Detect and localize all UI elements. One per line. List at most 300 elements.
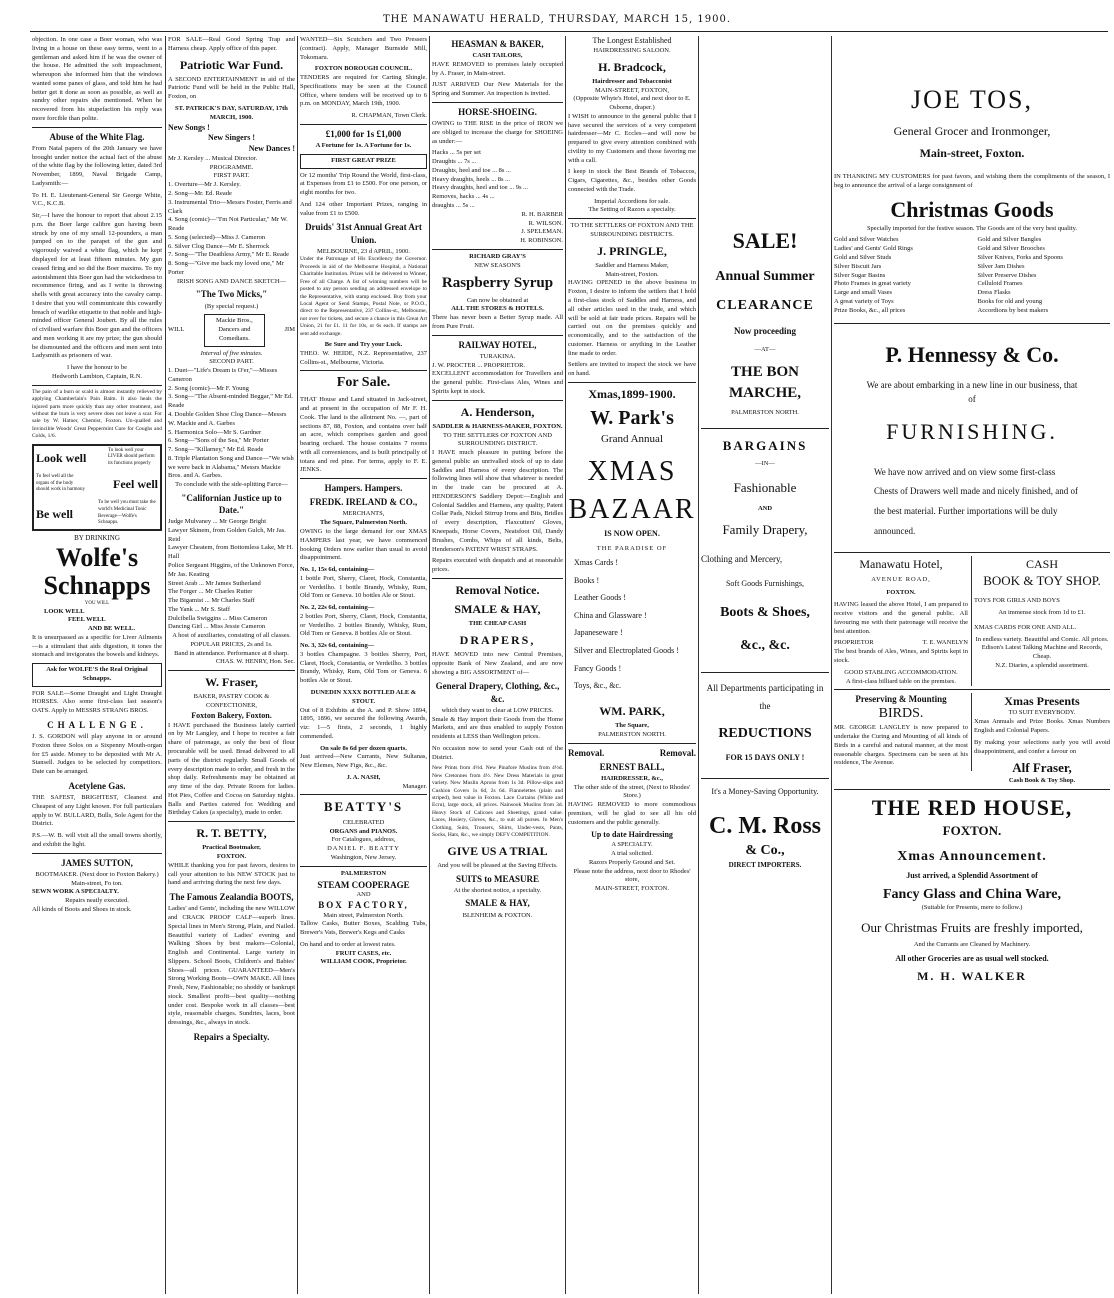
column-divider xyxy=(831,36,832,1294)
immense-stock: An immense stock from 1d to £1. xyxy=(998,609,1086,617)
cooperage-list: Tallow Casks, Butter Boxes, Scalding Tubs, Brewer's Vats, Brewer's Kegs and Casks xyxy=(300,920,427,937)
ross-title: C. M. Ross xyxy=(709,813,821,840)
raspberry-syrup: Raspberry Syrup xyxy=(441,275,554,292)
wm-park-square: The Square, xyxy=(615,722,649,730)
new-songs: New Songs ! xyxy=(168,122,210,132)
programme-item: 8. Triple Plantation Song and Dance—"We wish we were back in Alabama," Messrs Mackie Bros. and A. Garbes. xyxy=(168,454,294,480)
merchants: MERCHANTS, xyxy=(342,510,385,518)
two-micks: "The Two Micks," xyxy=(195,289,268,300)
programme-item: 7. Song—"The Deathless Army," Mr E. Reade xyxy=(168,251,289,259)
pringle-settlers: TO THE SETTLERS OF FOXTON AND THE SURROUNDING DISTRICTS. xyxy=(570,222,694,238)
cast-member: Lawyer Cheatem, from Bottomless Lake, Mr H. Hall xyxy=(168,544,294,561)
longest-established: The Longest Established xyxy=(592,36,672,45)
edison-machine: Edison's Latest Talking Machine and Records, Cheap. xyxy=(981,644,1103,661)
cast-member: The Bigamist ... Mr Charles Staff xyxy=(168,597,255,605)
paradise: THE PARADISE OF xyxy=(596,545,668,553)
up-to-date: Up to date Hairdressing xyxy=(591,830,673,840)
programme-item: 2. Song (comic)—Mr F. Young xyxy=(168,384,249,392)
henderson-title: A. Henderson, xyxy=(460,404,535,419)
cooperage-2: STEAM COOPERAGE xyxy=(317,879,410,890)
christmas-goods: Christmas Goods xyxy=(890,197,1054,222)
first-great-prize: FIRST GREAT PRIZE xyxy=(300,154,427,169)
white-flag-to: To H. E. Lieutenant-General Sir George White, V.C., K.C.B. xyxy=(32,191,162,208)
tos-text: IN THANKING MY CUSTOMERS for past favors, and wishing them the compliments of the season, I beg to announce the arrival of a large consignment of xyxy=(834,173,1110,190)
goods-item: Silver Jam Dishes xyxy=(977,262,1025,270)
ball-side: The other side of the street, (Next to Rhodes' Store.) xyxy=(573,783,691,800)
goods-item: Silver Preserve Dishes xyxy=(977,271,1037,279)
horses-for-sale: FOR SALE—Some Draught and Light Draught HORSES. Also some first-class last season's OATS. Apply to MESSRS STRANG BROS. xyxy=(32,689,162,715)
hamper-no2-text: 2 bottles Port, Sherry, Claret, Hock, Constantia, or Verdeilho. 2 bottles Brandy, Whisky, Rum, Old Tom or Geneva. 8 bottles Ale or Stout. xyxy=(300,612,427,638)
tos-goods-left xyxy=(834,236,966,315)
manawatu-title: Manawatu Hotel, xyxy=(859,556,943,571)
parks-title: W. Park's xyxy=(590,407,674,430)
pain-balm-notice: The pain of a burn or scald is almost instantly relieved by applying Chamberlain's Pain Balm. It also heals the injured parts more quickly than any other treatment, and without the burn is very severe does not leave a scar. For sale by W. Hatner, Chemist, Foxton. Un-qualled and Invincible Woods' Great Peppermint Cure for Coughs and Colds, 1/6. xyxy=(32,388,162,440)
goods-item: Accordions by best makers xyxy=(977,306,1049,314)
sutton-sewn: SEWN WORK A SPECIALTY. xyxy=(32,888,119,896)
goods-item: Gold and Silver Bangles xyxy=(977,236,1042,244)
try-your-luck: Be Sure and Try your Luck. xyxy=(324,341,403,349)
column-divider xyxy=(165,36,166,1294)
removal-right: Removal. xyxy=(659,747,696,758)
musical-director: Mr J. Kersley ... Musical Director. xyxy=(168,154,258,162)
tos-grocer: General Grocer and Ironmonger, xyxy=(893,124,1051,139)
goods-item: Silver Sugar Basins xyxy=(834,271,886,279)
xmas-title: XMAS xyxy=(587,455,677,487)
white-flag-title: Abuse of the White Flag. xyxy=(49,131,145,142)
feel-well-heading: Feel well xyxy=(113,476,158,491)
look-well-text: To look well your LIVER should perform its functions properly xyxy=(108,447,155,467)
book-toy-shop: BOOK & TOY SHOP. xyxy=(983,572,1101,588)
acetylene-title: Acetylene Gas. xyxy=(68,780,126,791)
bazaar-item: China and Glassware ! xyxy=(574,610,647,620)
fifteen-days: FOR 15 DAYS ONLY ! xyxy=(725,753,805,763)
betty-text: WHILE thanking you for past favors, desires to call your attention to his NEW STOCK just to hand and arriving during the next few days. xyxy=(168,861,295,887)
sutton-repairs: Repairs neatly executed. xyxy=(65,897,129,905)
ball-subtitle: HAIRDRESSER, &c., xyxy=(601,774,663,782)
fraser-subtitle: BAKER, PASTRY COOK & CONFECTIONER, xyxy=(193,693,270,710)
goods-item: Gold and Silver Studs xyxy=(834,253,892,261)
repairs-specialty: Repairs a Specialty. xyxy=(193,1031,270,1042)
family-drapery: Family Drapery, xyxy=(722,522,808,538)
will-label: WILL xyxy=(168,326,185,334)
farce-title: "Californian Justice up to Date." xyxy=(181,492,282,516)
cast-member: Police Sergeant Higgins, of the Unknown Force, Mr Jas. Keating xyxy=(168,561,295,578)
xmas-year: Xmas,1899-1900. xyxy=(588,386,676,401)
wolfe-you-will: YOU WILL xyxy=(84,600,110,606)
hotel-text: HAVING leased the above Hotel, I am prepared to receive visitors and the general public. All favouring me with their patronage will receive the best attention. xyxy=(834,601,968,635)
xmas-announcement: Xmas Announcement. xyxy=(897,848,1047,864)
hotel-foxton: FOXTON. xyxy=(886,588,916,596)
programme-item: 2. Song—Mr. Ed. Reade xyxy=(168,190,232,197)
micks-row xyxy=(168,311,295,349)
programme-item: 6. Silver Clog Dance—Mr E. Sherrock xyxy=(168,242,270,250)
bon-marche: THE BON MARCHE, xyxy=(728,364,802,401)
bradcock-title: H. Bradcock, xyxy=(598,59,666,74)
beatty-place: Washington, New Jersey. xyxy=(330,854,397,862)
shoeing-text: OWING to THE RISE in the price of IRON we are obliged to increase the charge for SHOEING as under:— xyxy=(432,120,563,145)
look-well-heading: Look well xyxy=(36,450,87,465)
goods-item: Photo Frames in great variety xyxy=(834,280,911,288)
beatty-title: BEATTY'S xyxy=(323,799,404,815)
zealandia-title: The Famous Zealandia BOOTS, xyxy=(169,892,294,903)
general-drapery: General Drapery, Clothing, &c., &c. xyxy=(435,681,560,704)
alf-fraser-shop: Cash Book & Toy Shop. xyxy=(1008,776,1076,784)
avenue-road: AVENUE ROAD, xyxy=(871,575,931,583)
christmas-fruits: Our Christmas Fruits are freshly imported, xyxy=(861,920,1083,936)
war-fund-title: Patriotic War Fund. xyxy=(179,57,284,72)
on-sale: On sale 8s 6d per dozen quarts. xyxy=(320,744,407,752)
suit-everybody: TO SUIT EVERYBODY. xyxy=(1008,709,1076,717)
cast-member: The Forger ... Mr Charles Rutter xyxy=(168,588,253,596)
goods-item: Large and small Vases xyxy=(834,289,893,297)
dunedin-ale: DUNEDIN XXXX BOTTLED ALE & STOUT. xyxy=(310,688,417,705)
smale-import: Smale & Hay import their Goods from the Home Markets, and are thus enabled to supply Foxton residents at LESS than Wellington prices. xyxy=(432,715,563,741)
fruit-cases: FRUIT CASES, etc. xyxy=(335,949,392,957)
shoeing-prices xyxy=(432,149,563,210)
column-6 xyxy=(701,36,829,1294)
and-label: AND xyxy=(757,504,773,512)
henderson-repairs: Repairs executed with despatch and at reasonable prices. xyxy=(432,557,563,574)
zealandia-text: Ladies' and Gents', including the new WILLOW and CRACK PROOF CALF—superb lines. Special lines in Men's Strong, Plain, and Nailed. Beautiful variety of Ladies' evening and Walking Shoes by best makers—Colonial, English and Continental. Large variety in Slippers. School Boots, Children's and Babies' Shoes—all prices. GUARANTEED—Men's Strong Working Boots—OWN MAKE. All lines Fresh, New, Fashionable; no shoddy or bankrupt stock. Smallest profit—best quality—nothing under cost. Bespoke work in all classes—best style, reasonable charges. Sundries, laces, boot dressings, &c., always in stock. xyxy=(168,905,295,1027)
birds-title: BIRDS. xyxy=(878,706,924,722)
furnishing-text: We have now arrived and on view some first-class Chests of Drawers well made and nicely finished, and of the best material. Further importations will be duly announced. xyxy=(874,466,1078,536)
fraser-bakery: Foxton Bakery, Foxton. xyxy=(191,710,272,720)
column-divider xyxy=(698,36,699,1294)
alf-fraser: Alf Fraser, xyxy=(1012,760,1072,776)
goods-item: A great variety of Toys xyxy=(834,297,894,305)
now-proceeding: Now proceeding xyxy=(733,326,797,337)
in-label: —IN— xyxy=(755,460,775,468)
lottery-prizes: And 124 other Important Prizes, ranging in value from £1 to £500. xyxy=(300,200,427,217)
farce-cast xyxy=(168,518,295,632)
beatty-celebrated: CELEBRATED xyxy=(342,818,385,826)
goods-item: Ladies' and Gents' Gold Rings xyxy=(834,245,913,253)
programme-item: 3. Instrumental Trio—Messrs Foster, Ferris and Clark xyxy=(168,198,292,215)
occasion-note: No occasion now to send your Cash out of the District. xyxy=(432,744,563,761)
gray-title: RICHARD GRAY'S xyxy=(469,252,526,260)
cheap-cash: THE CHEAP CASH xyxy=(468,620,527,628)
goods-item: Books for old and young xyxy=(977,297,1043,305)
hamper-no3: No. 3, 32s 6d, containing— xyxy=(300,642,375,650)
fraser-title: W. Fraser, xyxy=(205,675,258,690)
cast-member: Lawyer Skinem, from Golden Gulch, Mr Jas. Reid xyxy=(168,526,286,543)
toys-line: TOYS FOR GIRLS AND BOYS xyxy=(974,597,1060,605)
smale-hay-title: SMALE & HAY, xyxy=(454,602,541,617)
beatty-name: DANIEL F. BEATTY xyxy=(327,845,400,853)
removal-row xyxy=(568,747,696,759)
column-5 xyxy=(568,36,696,1294)
dunedin-text: Out of 8 Exhibits at the A. and P. Show 1894, 1895, 1896, we secured the following Awards, viz: 1—5 firsts, 2 seconds, 1 highly commended. xyxy=(300,706,427,740)
band-note: Band in attendance. Performance at 8 sharp. xyxy=(174,649,289,657)
cooperage-4: BOX FACTORY, xyxy=(318,900,409,911)
boots-shoes: Boots & Shoes, xyxy=(720,604,810,620)
programme-item: 5. Song (selected)—Miss J. Cameron xyxy=(168,233,266,241)
wm-park-title: WM. PARK, xyxy=(599,703,665,718)
tos-main: Main-street, Foxton. xyxy=(919,146,1025,161)
programme-item: 4. Song (comic)—"I'm Not Particular," Mr W. Reade xyxy=(168,216,288,233)
lottery-subtitle: A Fortune for 1s. A Fortune for 1s. xyxy=(315,142,412,150)
signatory: J. SPELEMAN. xyxy=(521,228,563,236)
betty-title: R. T. BETTY, xyxy=(196,826,267,841)
drapers-text: HAVE MOVED into new Central Premises, opposite Bank of New Zealand, and are now showing a BIG ASSORTMENT of— xyxy=(432,651,563,676)
shoeing-title: HORSE-SHOEING. xyxy=(458,106,537,117)
syrup-stores: ALL THE STORES & HOTELS. xyxy=(451,305,544,313)
first-part: FIRST PART. xyxy=(213,172,250,180)
pringle-invite: Settlers are invited to inspect the stock we have on hand. xyxy=(568,361,696,378)
column-2 xyxy=(168,36,295,1294)
grand-annual: Grand Annual xyxy=(600,433,663,446)
special-request: (By special request.) xyxy=(204,302,259,310)
goods-item: Prize Books, &c., all prices xyxy=(834,306,906,314)
masthead-rule xyxy=(30,31,1108,32)
cast-member: Street Arab ... Mr James Sutherland xyxy=(168,579,261,587)
council-text: TENDERS are required for Carting Shingle. Specifications may be seen at the Council Office, where tenders will be received up to 6 p.m. on MONDAY, March 19th, 1900. xyxy=(300,74,427,108)
heasman-arrived: JUST ARRIVED Our New Materials for the Spring and Summer. An inspection is invited. xyxy=(432,81,563,98)
cast-member: Dancing Girl ... Miss Jessie Cameron xyxy=(168,623,266,631)
nz-diaries: N.Z. Diaries, a splendid assortment. xyxy=(995,662,1089,670)
cash-label: CASH xyxy=(1025,556,1058,571)
programme-item: 1. Overture—Mr J. Kersley. xyxy=(168,181,241,189)
hamper-no1: No. 1, 15s 6d, containing— xyxy=(300,566,375,574)
xmas-presents: Xmas Presents xyxy=(1004,694,1080,709)
programme-title: PROGRAMME. xyxy=(209,163,254,171)
bradcock-main: MAIN-STREET, FOXTON, xyxy=(595,86,669,94)
second-part: SECOND PART. xyxy=(209,358,254,366)
cooperage-1: PALMERSTON xyxy=(340,869,387,877)
wolfe-feel-well: FEEL WELL xyxy=(68,616,106,624)
column-7 xyxy=(834,36,1110,1294)
signatory: R. WILSON. xyxy=(528,219,563,227)
smale-hay-footer: SMALE & HAY, xyxy=(465,898,530,909)
proprietor-label: PROPRIETOR xyxy=(834,639,874,647)
wanted-notice: WANTED—Six Scutchers and Two Pressers (contract). Apply, Manager Burnside Mill, Tokomaru. xyxy=(300,36,427,61)
cash-bookshop xyxy=(974,556,1110,671)
walker: M. H. WALKER xyxy=(917,969,1027,984)
ireland-title: FREDK. IRELAND & CO., xyxy=(309,497,418,508)
boer-article: objection. In one case a Boer woman, who was living in a house on these easy terms, went to a gentleman and asked him if he was the owner of the house. He admitted the soft impeachment, whereupon she informed him that the windows wanted some panes of glass, and told him he had better get it done as soon as possible, as well as sundry other repairs she mentioned. When he recovered from his stupefaction his reply was more forcible than polite. xyxy=(32,36,162,122)
nash-name: J. A. NASH, xyxy=(346,773,381,781)
betty-subtitle: Practical Bootmaker, xyxy=(202,844,261,852)
cook-proprietor: WILLIAM COOK, Proprietor. xyxy=(320,958,407,966)
shoeing-price: Draughts, heel and toe ... 8s ... xyxy=(432,166,511,174)
lottery-text: Or 12 months' Trip Round the World, first-class, at Expenses from £1 to £500. For one person, or eight months for two. xyxy=(300,171,427,197)
smale-hay-place: BLENHEIM & FOXTON. xyxy=(462,911,533,919)
address-note: Please note the address, next door to Rhodes' store, xyxy=(573,867,691,884)
hotel-bookshop-row xyxy=(834,556,1110,687)
billiard: A first-class billiard table on the premises. xyxy=(846,677,956,685)
heasman-text: HAVE REMOVED to premises lately occupied by A. Fraser, in Main-street. xyxy=(432,60,563,77)
birds-text: MR. GEORGE LANGLEY is now prepared to undertake the Curing and Mounting of all kinds of Birds in a careful and natural manner, at the most reasonable charges. Specimens can be seen at his residence, The Avenue. xyxy=(834,724,968,767)
cooperage-place: Main street, Palmerston North. xyxy=(323,911,404,919)
hamper-text: OWING to the large demand for our XMAS HAMPERS last year, we have commenced booking Orders now earlier than usual to avoid disappointment. xyxy=(300,527,427,562)
ball-title: ERNEST BALL, xyxy=(599,761,665,772)
sutton-stock: All kinds of Boots and Shoes in stock. xyxy=(32,905,132,913)
now-open: IS NOW OPEN. xyxy=(604,528,660,538)
clothing-mercery: Clothing and Mercery, xyxy=(701,553,783,564)
white-flag-body: Sir,—I have the honour to report that about 2.15 p.m. the Boer large calibre gun having been struck by one of my small 12-pounders, a man jumped on to the parapet of the gun and vigorously waived a white flag, which he kept displayed for at least fifteen minutes. My gun ceased firing and so did the Boer maxims. To my astonishment this Boer gun had the wickedness to recommence firing, and as I write is throwing shells with great accuracy into the cavalry camp. I desire that you will communicate this cowardly breach of warlike etiquette to that noble and high-minded officer General Joubert. By all the rules of civilised warfare this Boer gun and the officers and men working it are my prize; the gun should be dismounted and the officers and men sent into Ladysmith as prisoners of war. xyxy=(32,212,162,360)
tos-title: JOE TOS, xyxy=(911,85,1033,114)
programme-first-part xyxy=(168,181,295,277)
cast-member: Judge Mulvaney ... Mr George Bright xyxy=(168,518,267,526)
wolfe-logo-2: Schnapps xyxy=(43,571,151,601)
popular-prices: POPULAR PRICES, 2s and 1s. xyxy=(190,640,273,648)
proprietor-row xyxy=(834,639,968,648)
programme-item: 5. Harmonica Solo—Mr S. Gardner xyxy=(168,428,262,436)
tos-goods xyxy=(834,236,1110,315)
signatory: H. ROBINSON. xyxy=(520,237,563,245)
bradcock-opposite: (Opposite Whyte's Hotel, and next door to E. Osborne, draper.) xyxy=(573,95,691,112)
henderson-settlers: TO THE SETTLERS OF FOXTON AND SURROUNDING DISTRICT. xyxy=(443,431,552,448)
cast-member: Dulcibella Swiggins ... Miss Cameron xyxy=(168,614,268,622)
be-well-text: To be well you must take the world's Medicinal Tonic Beverage—Wolfe's Schnapps. xyxy=(98,500,156,526)
cooperage-hand: On hand and to order at lowest rates. xyxy=(300,940,396,948)
hamper-no1-text: 1 bottle Port, Sherry, Claret, Hock, Constantia, or Verdeilho. 1 bottle Brandy, Whisky, Rum, Old Tom or Geneva. 10 bottles Ale or Stout. xyxy=(300,574,427,600)
suits-to-measure: SUITS to MEASURE xyxy=(455,873,540,884)
wm-park-pn: PALMERSTON NORTH. xyxy=(598,730,666,738)
acetylene-ps: P.S.—W. B. will visit all the small towns shortly, and exhibit the light. xyxy=(32,832,162,848)
annual-summer: Annual Summer xyxy=(715,268,815,284)
lottery-title: £1,000 for 1s £1,000 xyxy=(325,128,402,139)
endless-variety: In endless variety. Beautiful and Comic. All prices. xyxy=(975,635,1109,643)
manawatu-hotel xyxy=(834,556,972,687)
goods-item: Gold and Silver Watches xyxy=(834,236,899,244)
henderson-subtitle: SADDLER & HARNESS-MAKER, FOXTON. xyxy=(432,422,563,430)
currants: And the Currants are Cleaned by Machinery. xyxy=(913,940,1031,948)
feel-well-text: To feel well all the organs of the body should work in harmony xyxy=(36,473,86,493)
white-flag-sign: I have the honour to be xyxy=(66,364,128,372)
razors: The Setting of Razors a specialty. xyxy=(588,206,676,214)
goods-item: Dress Flasks xyxy=(977,289,1011,297)
red-house: THE RED HOUSE, xyxy=(871,794,1073,820)
shoeing-price: draughts ... 5s ... xyxy=(432,202,475,209)
syrup-text: Can now be obtained at xyxy=(466,296,529,304)
hairdressing-saloon: HAIRDRESSING SALOON. xyxy=(593,46,671,54)
heasman-title: HEASMAN & BAKER, xyxy=(451,39,544,49)
hennessy-embark: We are about embarking in a new line in our business, that of xyxy=(866,380,1078,405)
low-prices: which they want to clear at LOW PRICES. xyxy=(441,706,554,714)
tos-goods-right xyxy=(978,236,1110,315)
war-fund-text: A SECOND ENTERTAINMENT in aid of the Patriotic Fund will be held in the Public Hall, Foxton, on xyxy=(168,75,295,101)
ball-text: HAVING REMOVED to more commodious premises, will be glad to see all his old customers and the public generally. xyxy=(568,801,696,826)
challenge-title: CHALLENGE. xyxy=(47,719,147,730)
new-dances: New Dances ! xyxy=(248,144,295,154)
acetylene-text: THE SAFEST, BRIGHTEST, Cleanest and Cheapest of any Light known. For full particulars apply to W. BULLARD, Bulls, Sole Agent for the District. xyxy=(32,794,162,828)
bazaar-item: Books ! xyxy=(574,575,600,585)
programme-item: 7. Song—"Killarney," Mr Ed. Reade xyxy=(168,446,264,454)
column-divider xyxy=(297,36,298,1294)
bazaar-items xyxy=(574,554,696,695)
pringle-subtitle: Saddler and Harness Maker, xyxy=(595,261,669,269)
goods-item: Silver Biscuit Jars xyxy=(834,262,882,270)
white-flag-intro: From Natal papers of the 20th January we have brought under notice the actual fact of the abuse of the white flag by the following letter, dated 3rd November, 1899, Naval Brigade Camp, Ladysmith:— xyxy=(32,144,162,187)
council-sign: R. CHAPMAN, Town Clerk. xyxy=(351,112,427,120)
programme-item: 1. Duet—"Life's Dream is O'er,"—Misses Cameron xyxy=(168,367,278,383)
proprietor-name: T. E. WANELYN xyxy=(922,639,968,647)
bazaar-item: Xmas Cards ! xyxy=(574,558,618,568)
wolfe-ask: Ask for WOLFE'S the Real Original Schnapps. xyxy=(32,663,162,687)
hotel-brands: The best brands of Ales, Wines, and Spirits kept in stock. xyxy=(834,648,968,664)
mackie-bros: Mackie Bros., Dancers and Comedians. xyxy=(204,314,265,346)
ball-specialty: A SPECIALTY. xyxy=(611,841,653,849)
clearance: CLEARANCE xyxy=(716,297,814,313)
ross-co: & Co., xyxy=(745,843,785,859)
accordions: Imperial Accordions for sale. xyxy=(594,197,670,205)
wolfe-advert xyxy=(32,444,162,532)
council-title: FOXTON BOROUGH COUNCIL. xyxy=(314,65,413,73)
fashionable: Fashionable xyxy=(733,479,797,495)
suitable-presents: (Suitable for Presents, mere to follow.) xyxy=(921,904,1023,912)
procter: J. W. PROCTER ... PROPRIETOR. xyxy=(432,361,526,369)
trial-text: And you will be pleased at the Saving Effects. xyxy=(437,861,558,869)
war-fund-date: ST. PATRICK'S DAY, SATURDAY, 17th MARCH, 1900. xyxy=(175,105,288,121)
wolfe-be-well: AND BE WELL. xyxy=(88,625,136,633)
trap-for-sale: FOR SALE—Real Good Spring Trap and Harness cheap. Apply office of this paper. xyxy=(168,36,295,52)
betty-town: FOXTON. xyxy=(216,853,247,861)
money-saving: It's a Money-Saving Opportunity. xyxy=(711,787,819,797)
nash-text: Just arrived—New Currants, New Sultanas, New Elemes, New Figs, &c., &c. xyxy=(300,753,427,770)
wolfe-description: It is unsurpassed as a specific for Liver Ailments—is a stimulant that aids digestion, it tones the stomach and invigorates the bowels and kidneys. xyxy=(32,633,162,659)
jim-label: JIM xyxy=(284,326,295,334)
wolfe-look-well: LOOK WELL xyxy=(44,607,85,615)
column-divider xyxy=(565,36,566,1294)
select-early: By making your selections early you will avoid disappointment, and confer a favour on xyxy=(974,738,1110,755)
druids-title: Druids' 31st Annual Great Art Union. xyxy=(305,222,422,245)
fraser-text: I HAVE purchased the Business lately carried on by Mr Langley, and I hope to receive a fair share of patronage, as only the best of flour procurable will be used. Bread delivered to all parts of the district regularly. Small Goods of every description made to order, and fresh in the shop daily. Refreshments may be obtained at any time of the day. Private Room for ladies. Hot Pies, Coffee and Cocoa on Saturday nights. Balls and Parties catered for. Wedding and Birthday Cakes (a specialty), made to order. xyxy=(168,721,295,817)
heide-address: THEO. W. HEIDE, N.Z. Representative, 237 Collins-st., Melbourne, Victoria. xyxy=(300,349,427,366)
reductions: REDUCTIONS xyxy=(718,725,812,741)
bon-marche-place: PALMERSTON NORTH. xyxy=(731,408,799,416)
auxiliaries: A host of auxiliaries, consisting of all classes. xyxy=(172,632,291,640)
beatty-organs: ORGANS and PIANOS. xyxy=(329,827,398,835)
shoeing-price: Removes, hacks ... 4s ... xyxy=(432,193,495,201)
hon-sec: CHAS. W. HENRY, Hon. Sec. xyxy=(215,658,295,666)
programme-item: 6. Song—"Sons of the Sea," Mr Porter xyxy=(168,437,269,445)
ball-address: MAIN-STREET, FOXTON. xyxy=(595,885,669,893)
hampers-title: Hampers. Hampers. xyxy=(324,483,403,494)
farce-intro: To conclude with the side-splitting Farce— xyxy=(175,481,288,489)
turakina: TURAKINA. xyxy=(479,352,516,360)
masthead: THE MANAWATU HERALD, THURSDAY, MARCH 15, 1900. xyxy=(382,14,731,25)
bargains: BARGAINS xyxy=(722,437,808,453)
bradcock-text: I WISH to announce to the general public that I have secured the services of a very competent hairdresser—Mr C. Eccles—and will now be prepared to give every attention combined with civility to my Customers and those favoring me with a call. xyxy=(568,112,696,164)
tos-special: Specially imported for the festive season. The Goods are of the very best quality. xyxy=(866,224,1078,232)
goods-list: New Prints from 4½d. New Pinafore Muslins from 4½d. New Cretonnes from 4½. New Dress Materials in great variety. New Muslin Aprons from 1s 3d. Pillow-slips and Cushion Covers 1s 6d, 2s 6d. Flannelettes (plain and striped), best value in Foxton. Lace Curtains (White and Ecru), large stock, all prices. Nainsook Muslins from 3d. Heavy Stock of Calicoes and Sheetings, grand value. Laces, Hosiery, Gloves, &c., to suit all purses. In Men's Clothing, Suits, Trousers, Shirts, Under-vests, Pants, Socks, Hats, &c., we simply DEFY COMPETITION. xyxy=(432,765,563,839)
shoeing-price: Heavy draughts, heel and toe ... 9s ... xyxy=(432,184,529,192)
druids-date: MELBOURNE, 23 d APRIL, 1900. xyxy=(317,247,410,255)
furnishing: FURNISHING. xyxy=(886,418,1058,444)
drapers-title: DRAPERS, xyxy=(459,632,536,647)
razors-ground: Razors Properly Ground and Set. xyxy=(588,858,676,866)
bazaar-title: BAZAAR xyxy=(568,493,696,525)
xmas-cards: XMAS CARDS FOR ONE AND ALL. xyxy=(974,623,1077,631)
hairdresser-tobacconist: Hairdresser and Tobacconist xyxy=(592,77,672,85)
bazaar-item: Japaneseware ! xyxy=(574,628,623,638)
goods-item: Gold and Silver Brooches xyxy=(977,245,1045,253)
sutton-title: JAMES SUTTON, xyxy=(61,857,133,868)
henderson-text: I HAVE much pleasure in putting before the general public an unrivalled stock of up to date Saddles and Harness of every description. The following lines will show that whatever is needed in the trade can be procured at A. HENDERSON'S Saddlery Depot:—English and Colonial Saddles and Harness, any quality, Patent Collar Pads, Nickel Stirrup Irons and Bits, Bridles of every description, Flaxcutters' Gloves, Kneepads, Horse Covers, Neatsfoot Oil, Dandy Brushes, Combs, Whips of all kinds, Belts, Henderson's PATENT WRIST STRAPS. xyxy=(432,449,563,553)
signatory: R. H. BARBER xyxy=(521,210,563,218)
bazaar-item: Silver and Electroplated Goods ! xyxy=(574,646,679,656)
beatty-catalogues: For Catalogues, address, xyxy=(331,836,396,844)
fancy-glass: Fancy Glass and China Ware, xyxy=(882,886,1062,902)
column-3 xyxy=(300,36,427,1294)
etc-label: &c., &c. xyxy=(740,637,790,653)
bazaar-item: Leather Goods ! xyxy=(574,593,626,603)
programme-item: 8. Song—"Give me back my loved one," Mr Porter xyxy=(168,260,284,276)
preserving-title: Preserving & Mounting xyxy=(855,694,947,705)
column-4 xyxy=(432,36,563,1294)
interval: Interval of five minutes. xyxy=(200,349,263,357)
